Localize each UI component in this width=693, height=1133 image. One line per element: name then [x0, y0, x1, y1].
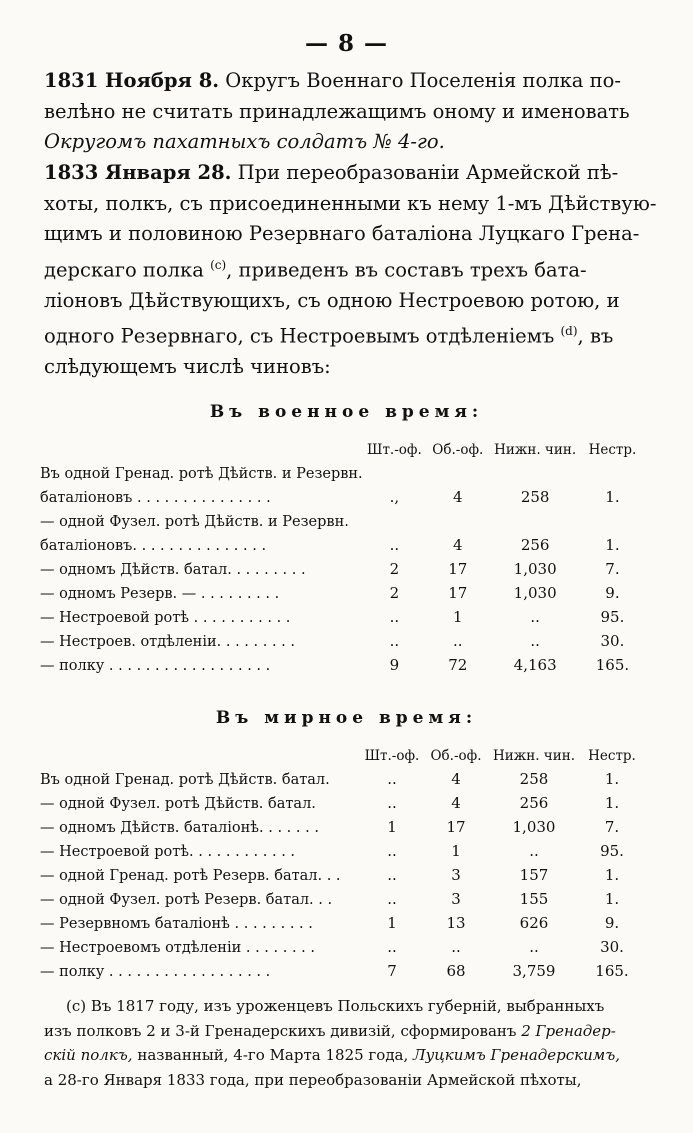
peace-table-row	[40, 932, 644, 956]
footnote-line3-italic2: Луцкимъ Гренадерскимъ,	[413, 1046, 620, 1064]
para2-line6-a: одного Резервнаго, съ Нестроевымъ отдѣленіемъ	[44, 324, 555, 348]
peace-staff-officers-value: ..	[387, 890, 397, 908]
war-row-label: — одномъ Дѣйств. батал. . . . . . . . .	[40, 562, 306, 578]
para1-line3: Округомъ пахатныхъ солдатъ № 4-го.	[44, 130, 445, 153]
peace-lower-ranks-value: 626	[519, 914, 549, 932]
war-table-row	[40, 458, 644, 482]
peace-time-table	[40, 738, 644, 980]
peace-table-row	[40, 836, 644, 860]
peace-table-row	[40, 956, 644, 980]
war-lower-ranks-value	[489, 506, 580, 530]
peace-row-label: — одной Гренад. ротѣ Резерв. батал. . .	[40, 868, 341, 884]
war-header-label	[40, 432, 363, 458]
para2-line4-a: дерскаго полка	[44, 258, 204, 281]
war-time-table	[40, 432, 644, 674]
peace-table-row	[40, 884, 644, 908]
peace-chief-officers-value: 4	[451, 770, 461, 788]
war-row-label: баталіоновъ . . . . . . . . . . . . . . .	[40, 490, 271, 506]
date-1833: 1833 Января 28.	[44, 161, 232, 184]
footnote-line1: (c) Въ 1817 году, изъ уроженцевъ Польскихъ губерній, выбранныхъ	[66, 997, 605, 1015]
war-row-label: — одномъ Резерв. — . . . . . . . . .	[40, 586, 280, 602]
para2-line6-b: , въ	[577, 324, 614, 348]
war-chief-officers-value: 1	[453, 608, 463, 626]
war-lower-ranks-value: ..	[530, 608, 540, 626]
war-staff-officers-value: ..	[389, 632, 400, 650]
war-chief-officers-value	[426, 458, 489, 482]
war-row-label: баталіоновъ. . . . . . . . . . . . . . .	[40, 538, 267, 554]
war-chief-officers-value: 17	[448, 584, 468, 602]
war-staff-officers-value: ..	[389, 608, 400, 626]
war-staff-officers-value: 9	[389, 656, 400, 674]
war-table-row	[40, 530, 644, 554]
peace-noncombatants-value: 95.	[600, 842, 624, 860]
war-row-label: — Нестроев. отдѣленіи. . . . . . . . .	[40, 634, 295, 650]
war-table-row	[40, 626, 644, 650]
peace-time-title: Въ мирное время:	[215, 708, 478, 728]
peace-header-row	[40, 738, 644, 764]
footnote-line4: а 28-го Января 1833 года, при переобразованіи Армейской пѣхоты,	[44, 1070, 582, 1089]
peace-chief-officers-value: 17	[446, 818, 466, 836]
peace-staff-officers-value: ..	[387, 938, 397, 956]
war-table-row	[40, 482, 644, 506]
peace-staff-officers-value: 1	[387, 914, 397, 932]
war-header-staff-officers: Шт.-оф.	[367, 442, 422, 458]
peace-noncombatants-value: 7.	[604, 818, 620, 836]
war-table-row	[40, 506, 644, 530]
para2-line5: ліоновъ Дѣйствующихъ, съ одною Нестроевою ротою, и	[44, 288, 620, 312]
footnote-line2	[44, 1019, 656, 1044]
paragraph-1831	[44, 66, 656, 158]
war-staff-officers-value: 2	[389, 560, 400, 578]
war-table-row	[40, 554, 644, 578]
para1-line1-text: Округъ Военнаго Поселенія полка по-	[225, 69, 621, 92]
peace-noncombatants-value: 165.	[595, 962, 629, 980]
peace-row-label: — Резервномъ баталіонѣ . . . . . . . . .	[40, 916, 313, 932]
war-staff-officers-value	[363, 506, 426, 530]
war-header-row	[40, 432, 644, 458]
peace-lower-ranks-value: 157	[519, 866, 549, 884]
peace-row-label: — полку . . . . . . . . . . . . . . . . . .	[40, 964, 271, 980]
peace-row-label: — Нестроевой ротѣ. . . . . . . . . . . .	[40, 844, 296, 860]
war-lower-ranks-value: ..	[530, 632, 540, 650]
war-row-label: — одной Фузел. ротѣ Дѣйств. и Резервн.	[40, 514, 349, 530]
peace-header-staff-officers: Шт.-оф.	[364, 748, 420, 764]
peace-chief-officers-value: 3	[451, 890, 461, 908]
war-header-chief-officers: Об.-оф.	[432, 442, 484, 458]
war-chief-officers-value	[426, 506, 489, 530]
peace-lower-ranks-value: 3,759	[512, 962, 556, 980]
para2-line4	[44, 250, 656, 286]
peace-header-noncombatants: Нестр.	[588, 748, 636, 764]
war-noncombatants-value: 9.	[605, 584, 620, 602]
war-lower-ranks-value: 4,163	[513, 656, 557, 674]
peace-chief-officers-value: 68	[446, 962, 466, 980]
footnote-c	[44, 994, 656, 1092]
peace-noncombatants-value: 1.	[604, 794, 620, 812]
peace-noncombatants-value: 1.	[604, 770, 620, 788]
war-lower-ranks-value	[489, 458, 580, 482]
war-chief-officers-value: ..	[453, 632, 463, 650]
peace-staff-officers-value: ..	[387, 794, 397, 812]
war-noncombatants-value: 1.	[605, 488, 620, 506]
peace-table-row	[40, 908, 644, 932]
war-time-title: Въ военное время:	[209, 402, 484, 422]
footnote-line3-italic1: скій полкъ,	[44, 1046, 133, 1064]
war-staff-officers-value: ..	[389, 536, 400, 554]
war-header-noncombatants: Нестр.	[588, 442, 637, 458]
war-noncombatants-value	[581, 458, 644, 482]
footnote-ref-c: (c)	[210, 257, 227, 272]
war-table-row	[40, 602, 644, 626]
war-chief-officers-value: 17	[448, 560, 468, 578]
war-lower-ranks-value: 256	[520, 536, 550, 554]
war-table-row	[40, 578, 644, 602]
peace-lower-ranks-value: 256	[519, 794, 549, 812]
para1-line1	[44, 66, 656, 97]
peace-row-label: — одной Фузел. ротѣ Резерв. батал. . .	[40, 892, 333, 908]
peace-staff-officers-value: 1	[387, 818, 397, 836]
peace-row-label: — одномъ Дѣйств. баталіонѣ. . . . . . .	[40, 820, 319, 836]
para1-line2: велѣно не считать принадлежащимъ оному и именовать	[44, 99, 630, 123]
war-row-label: — Нестроевой ротѣ . . . . . . . . . . .	[40, 610, 291, 626]
peace-table-row	[40, 788, 644, 812]
war-staff-officers-value: .,	[389, 488, 400, 506]
para2-line1	[44, 158, 656, 189]
footnote-ref-d: (d)	[560, 324, 578, 338]
peace-noncombatants-value: 1.	[604, 866, 620, 884]
para2-line6	[44, 316, 656, 352]
footnote-line2-italic: 2 Гренадер-	[521, 1021, 616, 1040]
peace-staff-officers-value: 7	[387, 962, 397, 980]
peace-row-label: Въ одной Гренад. ротѣ Дѣйств. батал.	[40, 772, 330, 788]
war-lower-ranks-value: 1,030	[513, 584, 557, 602]
para2-line7: слѣдующемъ числѣ чиновъ:	[44, 355, 331, 378]
page-number: — 8 —	[304, 30, 389, 57]
peace-noncombatants-value: 9.	[604, 914, 620, 932]
para2-line3: щимъ и половиною Резервнаго баталіона Луцкаго Грена-	[44, 222, 640, 245]
war-noncombatants-value: 7.	[605, 560, 620, 578]
peace-chief-officers-value: 3	[451, 866, 461, 884]
peace-lower-ranks-value: 258	[519, 770, 549, 788]
para2-line2: хоты, полкъ, съ присоединенными къ нему 1-мъ Дѣйствую-	[44, 191, 657, 215]
para2-line1-text: При переобразованіи Армейской пѣ-	[237, 161, 619, 184]
war-staff-officers-value	[363, 458, 426, 482]
war-lower-ranks-value: 1,030	[513, 560, 557, 578]
peace-header-lower-ranks: Нижн. чин.	[493, 748, 575, 764]
footnote-line2-a: изъ полковъ 2 и 3-й Гренадерскихъ дивизій, сформированъ	[44, 1021, 522, 1040]
peace-staff-officers-value: ..	[387, 770, 397, 788]
peace-table-row	[40, 764, 644, 788]
peace-staff-officers-value: ..	[387, 842, 397, 860]
war-chief-officers-value: 72	[448, 656, 468, 674]
peace-chief-officers-value: ..	[451, 938, 461, 956]
date-1831: 1831 Ноября 8.	[44, 69, 220, 92]
peace-chief-officers-value: 1	[451, 842, 461, 860]
peace-table-row	[40, 860, 644, 884]
peace-lower-ranks-value: 1,030	[512, 818, 556, 836]
peace-lower-ranks-value: ..	[529, 842, 539, 860]
peace-row-label: — одной Фузел. ротѣ Дѣйств. батал.	[40, 796, 316, 812]
war-noncombatants-value: 165.	[595, 656, 630, 674]
peace-chief-officers-value: 13	[446, 914, 466, 932]
war-chief-officers-value: 4	[453, 536, 463, 554]
peace-table-row	[40, 812, 644, 836]
war-table-row	[40, 650, 644, 674]
peace-staff-officers-value: ..	[387, 866, 397, 884]
peace-lower-ranks-value: ..	[529, 938, 539, 956]
war-header-lower-ranks: Нижн. чин.	[494, 442, 577, 458]
peace-row-label: — Нестроевомъ отдѣленіи . . . . . . . .	[40, 940, 316, 956]
peace-lower-ranks-value: 155	[519, 890, 549, 908]
paragraph-1833	[44, 158, 656, 383]
war-row-label: — полку . . . . . . . . . . . . . . . . . .	[40, 658, 271, 674]
peace-header-label	[40, 738, 360, 764]
war-chief-officers-value: 4	[453, 488, 463, 506]
war-noncombatants-value: 30.	[600, 632, 625, 650]
war-row-label: Въ одной Гренад. ротѣ Дѣйств. и Резервн.	[40, 466, 363, 482]
war-staff-officers-value: 2	[389, 584, 400, 602]
peace-chief-officers-value: 4	[451, 794, 461, 812]
war-noncombatants-value: 95.	[600, 608, 625, 626]
peace-noncombatants-value: 1.	[604, 890, 620, 908]
war-lower-ranks-value: 258	[520, 488, 550, 506]
footnote-line3-a: названный, 4-го Марта 1825 года,	[132, 1046, 414, 1064]
footnote-line3	[44, 1043, 656, 1068]
peace-noncombatants-value: 30.	[600, 938, 624, 956]
peace-header-chief-officers: Об.-оф.	[430, 748, 482, 764]
war-noncombatants-value: 1.	[605, 536, 620, 554]
para2-line4-b: , приведенъ въ составъ трехъ бата-	[226, 258, 587, 281]
war-noncombatants-value	[581, 506, 644, 530]
